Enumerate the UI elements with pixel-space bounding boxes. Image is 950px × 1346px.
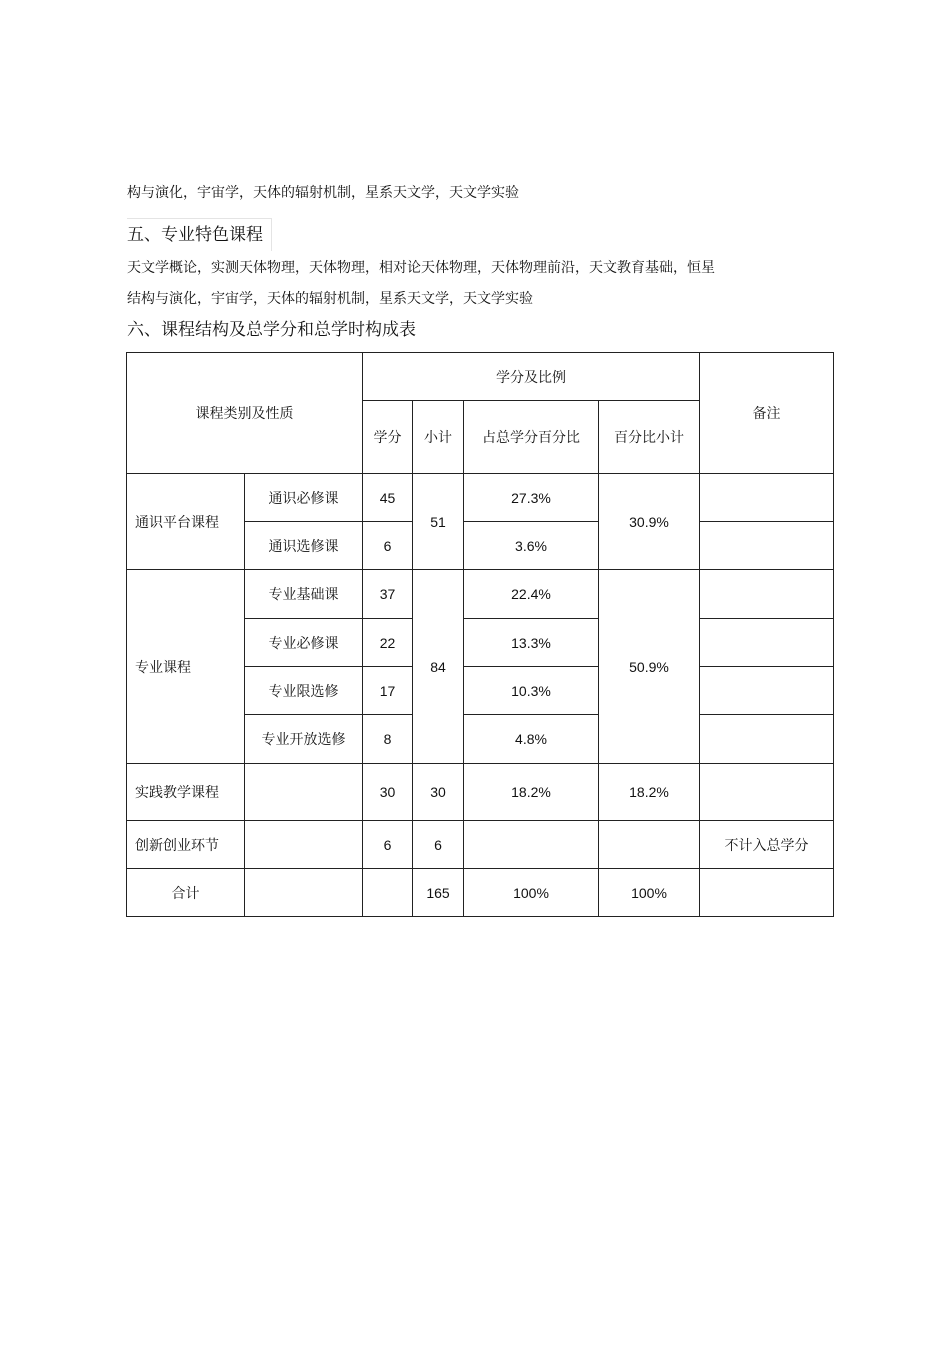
credits-value	[363, 869, 413, 917]
course-name: 专业开放选修	[245, 715, 363, 764]
credits-value: 22	[363, 619, 413, 667]
section-5-heading: 五、专业特色课程	[127, 218, 272, 251]
percent-value: 13.3%	[464, 619, 599, 667]
remark-cell	[700, 570, 834, 619]
text-line-2: 天文学概论，实测天体物理，天体物理，相对论天体物理，天体物理前沿，天文教育基础，恒星	[127, 260, 715, 276]
total-label: 合计	[127, 869, 245, 917]
section-6-heading: 六、课程结构及总学分和总学时构成表	[127, 320, 416, 340]
credits-value: 6	[363, 522, 413, 570]
remark-cell	[700, 474, 834, 522]
percent-value: 18.2%	[464, 764, 599, 821]
text-line-1: 构与演化，宇宙学，天体的辐射机制，星系天文学，天文学实验	[127, 185, 519, 201]
credits-value: 6	[363, 821, 413, 869]
credits-value: 8	[363, 715, 413, 764]
remark-cell	[700, 869, 834, 917]
percent-value	[464, 821, 599, 869]
subtotal-value: 84	[413, 570, 464, 764]
header-percent-of-total: 占总学分百分比	[464, 401, 599, 474]
remark-cell	[700, 619, 834, 667]
percent-value: 10.3%	[464, 667, 599, 715]
general-category-label: 通识平台课程	[127, 474, 245, 570]
course-name: 专业基础课	[245, 570, 363, 619]
percent-value: 4.8%	[464, 715, 599, 764]
course-name: 专业必修课	[245, 619, 363, 667]
table-header-row	[127, 353, 834, 401]
text-line-3: 结构与演化，宇宙学，天体的辐射机制，星系天文学，天文学实验	[127, 291, 533, 307]
subtotal-value: 165	[413, 869, 464, 917]
table-row	[127, 570, 834, 619]
header-remarks: 备注	[700, 353, 834, 474]
percent-value: 27.3%	[464, 474, 599, 522]
percent-subtotal-value: 18.2%	[599, 764, 700, 821]
header-credits: 学分	[363, 401, 413, 474]
table-row-total	[127, 869, 834, 917]
header-credits-group: 学分及比例	[363, 353, 700, 401]
credits-value: 45	[363, 474, 413, 522]
innovation-category-label: 创新创业环节	[127, 821, 245, 869]
percent-subtotal-value: 50.9%	[599, 570, 700, 764]
header-percent-subtotal: 百分比小计	[599, 401, 700, 474]
credits-value: 17	[363, 667, 413, 715]
table-row	[127, 821, 834, 869]
empty-cell	[245, 821, 363, 869]
empty-cell	[245, 764, 363, 821]
empty-cell	[245, 869, 363, 917]
remark-cell: 不计入总学分	[700, 821, 834, 869]
credit-structure-table	[126, 352, 834, 917]
header-category: 课程类别及性质	[127, 353, 363, 474]
course-name: 通识必修课	[245, 474, 363, 522]
table-row	[127, 474, 834, 522]
percent-subtotal-value	[599, 821, 700, 869]
remark-cell	[700, 522, 834, 570]
percent-value: 22.4%	[464, 570, 599, 619]
percent-value: 100%	[464, 869, 599, 917]
subtotal-value: 6	[413, 821, 464, 869]
remark-cell	[700, 715, 834, 764]
header-subtotal: 小计	[413, 401, 464, 474]
practice-category-label: 实践教学课程	[127, 764, 245, 821]
table-row	[127, 764, 834, 821]
course-name: 专业限选修	[245, 667, 363, 715]
credits-value: 30	[363, 764, 413, 821]
remark-cell	[700, 667, 834, 715]
percent-subtotal-value: 30.9%	[599, 474, 700, 570]
credits-value: 37	[363, 570, 413, 619]
subtotal-value: 30	[413, 764, 464, 821]
subtotal-value: 51	[413, 474, 464, 570]
course-name: 通识选修课	[245, 522, 363, 570]
remark-cell	[700, 764, 834, 821]
percent-subtotal-value: 100%	[599, 869, 700, 917]
percent-value: 3.6%	[464, 522, 599, 570]
major-category-label: 专业课程	[127, 570, 245, 764]
